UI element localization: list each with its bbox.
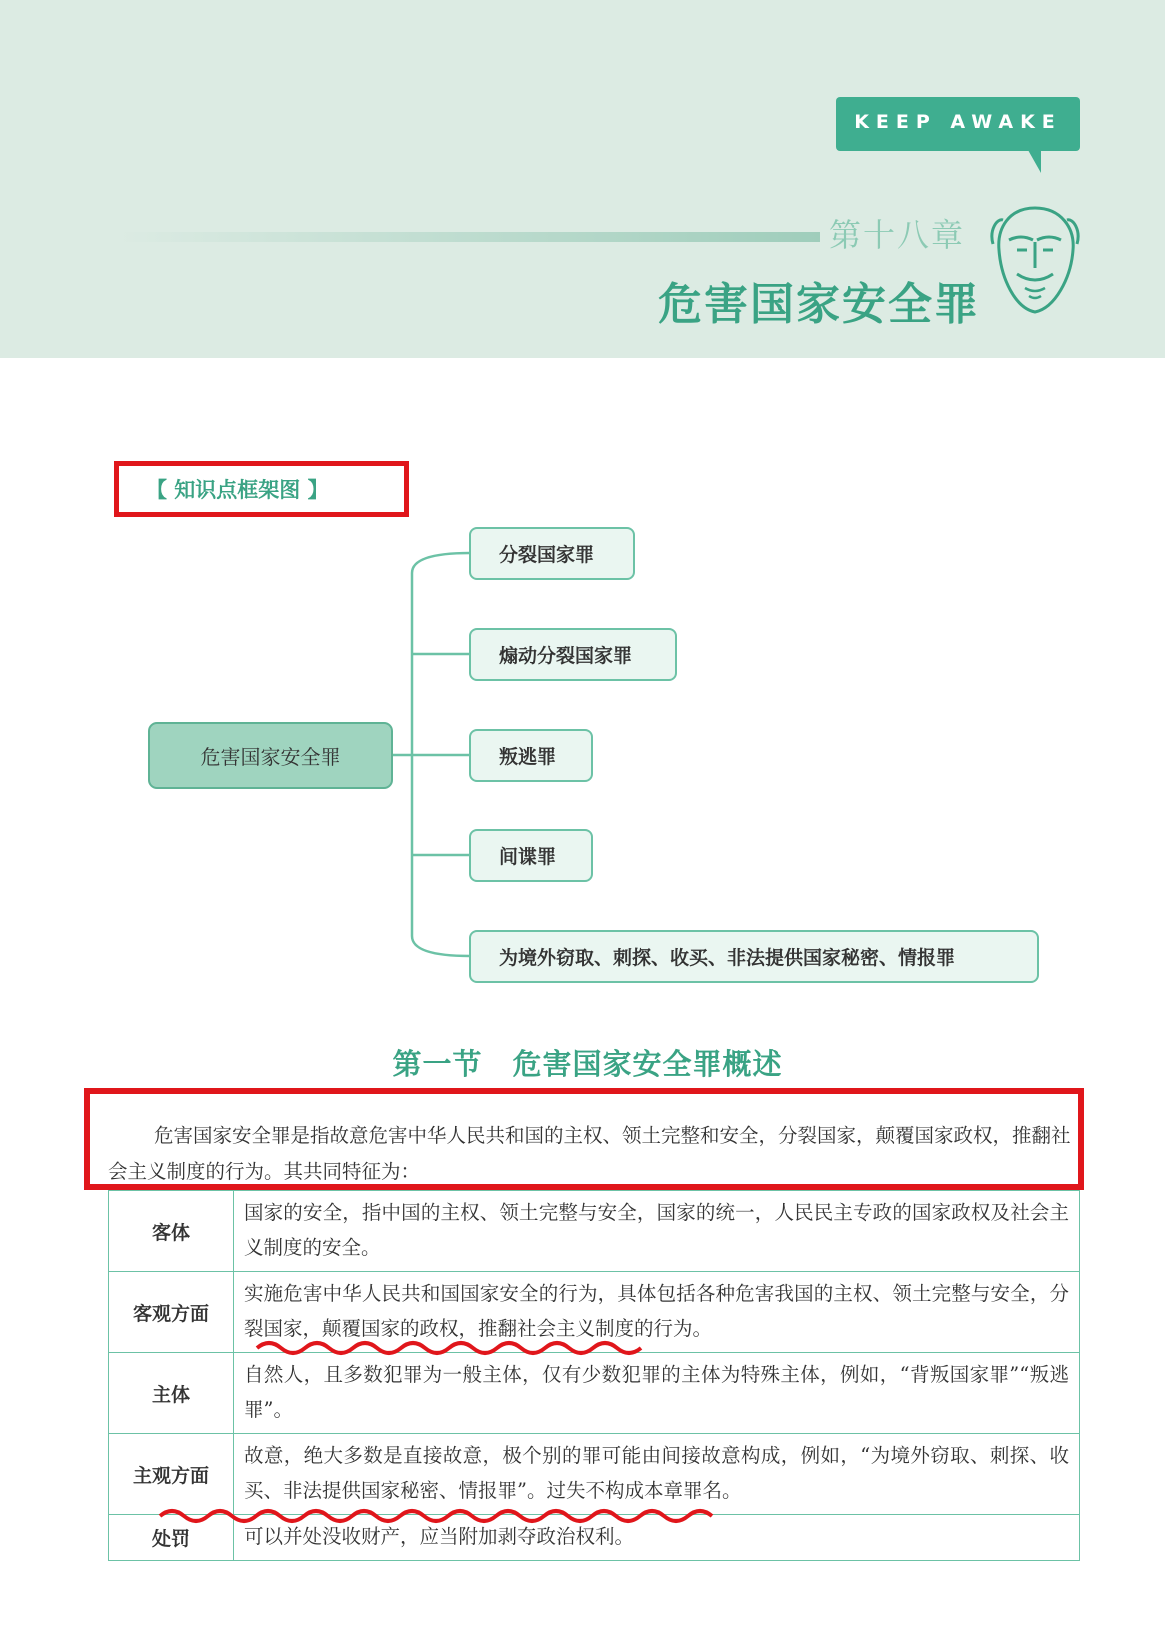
mindmap-branch-node: 间谍罪: [469, 829, 593, 882]
badge-speech-tail: [1028, 150, 1041, 173]
keep-awake-text: KEEP AWAKE: [854, 111, 1062, 133]
section-intro: 危害国家安全罪是指故意危害中华人民共和国的主权、领土完整和安全，分裂国家，颠覆国家政权，推翻社会主义制度的行为。其共同特征为：: [108, 1124, 1071, 1183]
framework-label: 【 知识点框架图 】: [146, 478, 329, 502]
mindmap-root-node: 危害国家安全罪: [148, 722, 393, 789]
feature-desc: 国家的安全，指中国的主权、领土完整与安全，国家的统一，人民民主专政的国家政权及社会主义制度的安全。: [234, 1191, 1080, 1272]
chapter-decor-line: [118, 232, 820, 242]
feature-term: 客体: [109, 1191, 234, 1272]
feature-term: 主体: [109, 1353, 234, 1434]
feature-desc: 故意，绝大多数是直接故意，极个别的罪可能由间接故意构成，例如，“为境外窃取、刺探、收买、非法提供国家秘密、情报罪”。过失不构成本章罪名。: [234, 1434, 1080, 1515]
thinker-face-icon: [987, 200, 1083, 320]
table-row: [109, 1191, 1080, 1272]
table-row: [109, 1434, 1080, 1515]
table-row: [109, 1353, 1080, 1434]
feature-desc: 实施危害中华人民共和国国家安全的行为，具体包括各种危害我国的主权、领土完整与安全，分裂国家，颠覆国家的政权，推翻社会主义制度的行为。: [234, 1272, 1080, 1353]
feature-term: 处罚: [109, 1515, 234, 1561]
intro-highlight: [84, 1088, 1084, 1190]
feature-desc: 可以并处没收财产，应当附加剥夺政治权利。: [234, 1515, 1080, 1561]
annotation-wavy-underline: [255, 1336, 645, 1358]
section-title: 第一节 危害国家安全罪概述: [392, 1047, 783, 1081]
keep-awake-badge: [836, 97, 1080, 151]
chapter-number: 第十八章: [829, 216, 966, 254]
mindmap-branch-node: 为境外窃取、刺探、收买、非法提供国家秘密、情报罪: [469, 930, 1039, 983]
feature-desc: 自然人，且多数犯罪为一般主体，仅有少数犯罪的主体为特殊主体，例如，“背叛国家罪”“叛逃罪”。: [234, 1353, 1080, 1434]
annotation-wavy-underline: [158, 1506, 720, 1528]
banner-edge: [1165, 0, 1175, 358]
feature-term: 主观方面: [109, 1434, 234, 1515]
mindmap-branch-node: 叛逃罪: [469, 729, 593, 782]
feature-term: 客观方面: [109, 1272, 234, 1353]
mindmap-branch-node: 分裂国家罪: [469, 527, 635, 580]
chapter-title: 危害国家安全罪: [658, 279, 980, 330]
mindmap-branch-node: 煽动分裂国家罪: [469, 628, 677, 681]
